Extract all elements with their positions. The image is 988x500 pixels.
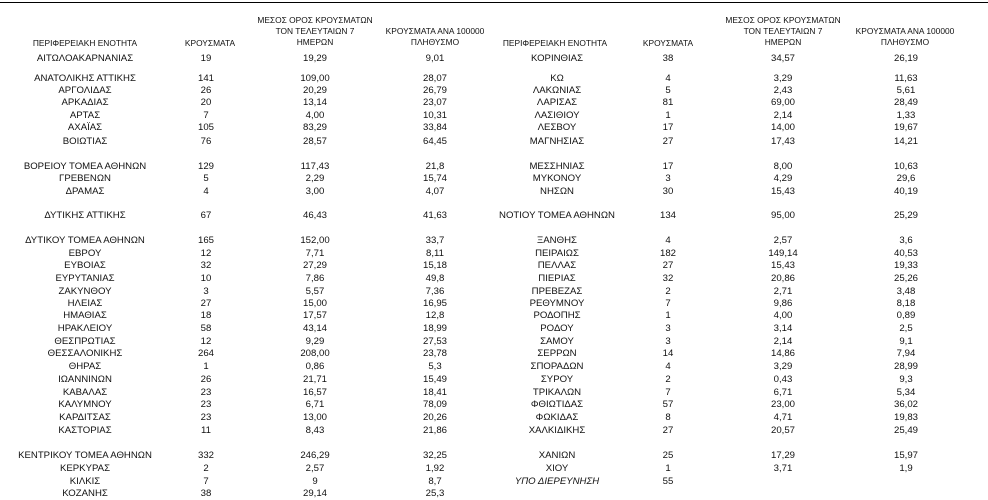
per100k-value: 19,33: [893, 260, 918, 271]
avg7-value: 13,14: [302, 97, 327, 108]
region-name: ΠΙΕΡΙΑΣ: [538, 273, 576, 284]
region-name: ΠΕΛΛΑΣ: [537, 260, 577, 271]
header-region: ΠΕΡΙΦΕΡΕΙΑΚΗ ΕΝΟΤΗΤΑ: [32, 38, 138, 48]
avg7-value: 14,00: [770, 122, 795, 133]
region-name: ΞΑΝΘΗΣ: [537, 235, 577, 246]
per100k-value: 23,07: [422, 97, 447, 108]
region-name: ΖΑΚΥΝΘΟΥ: [58, 286, 112, 297]
region-name: ΗΡΑΚΛΕΙΟΥ: [57, 323, 113, 334]
cases-value: 105: [197, 122, 214, 133]
cases-value: 57: [662, 399, 674, 410]
per100k-value: 18,99: [422, 323, 447, 334]
per100k-value: 15,18: [422, 260, 447, 271]
per100k-value: 5,3: [428, 361, 442, 372]
avg7-value: 5,57: [305, 286, 325, 297]
avg7-value: 2,14: [773, 110, 793, 121]
per100k-value: 28,49: [893, 97, 918, 108]
region-name: ΘΗΡΑΣ: [68, 361, 102, 372]
region-name: ΚΑΣΤΟΡΙΑΣ: [58, 425, 112, 436]
region-name: ΑΧΑΪΑΣ: [67, 122, 103, 133]
region-name: ΣΕΡΡΩΝ: [537, 348, 577, 359]
region-name: ΚΟΖΑΝΗΣ: [62, 488, 108, 499]
avg7-value: 15,43: [770, 186, 795, 197]
cases-value: 7: [665, 298, 671, 309]
avg7-value: 13,00: [302, 412, 327, 423]
cases-value: 1: [665, 310, 671, 321]
cases-value: 27: [662, 260, 674, 271]
region-name: ΕΥΡΥΤΑΝΙΑΣ: [55, 273, 115, 284]
cases-value: 7: [203, 110, 209, 121]
header-avg7: ΜΕΣΟΣ ΟΡΟΣ ΚΡΟΥΣΜΑΤΩΝ ΤΟΝ ΤΕΛΕΥΤΑΙΩΝ 7 ΗΜΕΡΩΝ: [725, 15, 841, 47]
avg7-value: 2,57: [773, 235, 793, 246]
per100k-value: 26,19: [893, 53, 918, 64]
avg7-value: 2,29: [305, 173, 325, 184]
avg7-value: 117,43: [300, 161, 330, 172]
avg7-value: 208,00: [300, 348, 330, 359]
region-name: ΠΕΙΡΑΙΩΣ: [535, 248, 579, 259]
cases-value: 17: [662, 122, 674, 133]
avg7-value: 27,29: [302, 260, 327, 271]
avg7-value: 21,71: [302, 374, 327, 385]
per100k-value: 8,18: [896, 298, 916, 309]
cases-value: 3: [665, 323, 671, 334]
region-name: ΣΑΜΟΥ: [540, 336, 574, 347]
region-name: ΑΡΚΑΔΙΑΣ: [61, 97, 109, 108]
avg7-value: 149,14: [768, 248, 798, 259]
per100k-value: 40,53: [893, 248, 918, 259]
per100k-value: 28,99: [893, 361, 918, 372]
per100k-value: 18,41: [422, 387, 447, 398]
cases-value: 27: [662, 425, 674, 436]
cases-value: 165: [197, 235, 214, 246]
avg7-value: 69,00: [770, 97, 795, 108]
cases-value: 4: [665, 361, 671, 372]
cases-value: 14: [662, 348, 674, 359]
cases-value: 7: [203, 476, 209, 487]
region-name: ΗΛΕΙΑΣ: [67, 298, 103, 309]
region-name: ΝΟΤΙΟΥ ΤΟΜΕΑ ΑΘΗΝΩΝ: [499, 210, 615, 221]
cases-value: 4: [665, 235, 671, 246]
per100k-value: 10,63: [893, 161, 918, 172]
avg7-value: 2,43: [773, 85, 793, 96]
cases-value: 26: [200, 85, 212, 96]
per100k-value: 25,29: [893, 210, 918, 221]
cases-value: 76: [200, 136, 212, 147]
avg7-value: 20,29: [302, 85, 327, 96]
avg7-value: 46,43: [302, 210, 327, 221]
cases-value: 332: [197, 450, 214, 461]
per100k-value: 4,07: [425, 186, 445, 197]
avg7-value: 43,14: [302, 323, 327, 334]
per100k-value: 2,5: [899, 323, 913, 334]
per100k-value: 64,45: [422, 136, 447, 147]
per100k-value: 28,07: [422, 73, 447, 84]
avg7-value: 20,57: [770, 425, 795, 436]
per100k-value: 5,61: [896, 85, 916, 96]
avg7-value: 2,14: [773, 336, 793, 347]
region-name: ΧΑΝΙΩΝ: [538, 450, 576, 461]
cases-value: 1: [203, 361, 209, 372]
cases-value: 3: [665, 173, 671, 184]
region-name: ΚΑΡΔΙΤΣΑΣ: [59, 412, 111, 423]
region-name: ΕΥΒΟΙΑΣ: [64, 260, 106, 271]
cases-value: 1: [665, 463, 671, 474]
per100k-value: 19,67: [893, 122, 918, 133]
cases-value: 8: [665, 412, 671, 423]
region-name: ΡΟΔΟΥ: [540, 323, 574, 334]
per100k-value: [856, 476, 956, 488]
cases-value: 12: [200, 248, 212, 259]
cases-value: 10: [200, 273, 212, 284]
region-name: ΕΒΡΟΥ: [68, 248, 102, 259]
per100k-value: 25,3: [425, 488, 445, 499]
header-cases: ΚΡΟΥΣΜΑΤΑ: [642, 38, 694, 48]
per100k-value: 21,86: [422, 425, 447, 436]
header-cases: ΚΡΟΥΣΜΑΤΑ: [184, 38, 236, 48]
avg7-value: 15,00: [302, 298, 327, 309]
region-name: ΣΥΡΟΥ: [540, 374, 574, 385]
cases-value: 4: [665, 73, 671, 84]
avg7-value: 16,57: [302, 387, 327, 398]
avg7-value: 28,57: [302, 136, 327, 147]
cases-value: 32: [662, 273, 674, 284]
per100k-value: 14,21: [893, 136, 918, 147]
per100k-value: 16,95: [422, 298, 447, 309]
header-per100k: ΚΡΟΥΣΜΑΤΑ ΑΝΑ 100000 ΠΛΗΘΥΣΜΟ: [385, 26, 485, 47]
per100k-value: 12,8: [425, 310, 445, 321]
avg7-value: 7,86: [305, 273, 325, 284]
region-name: ΡΕΘΥΜΝΟΥ: [529, 298, 585, 309]
region-name: ΚΑΛΥΜΝΟΥ: [58, 399, 112, 410]
region-name: ΓΡΕΒΕΝΩΝ: [59, 173, 111, 184]
avg7-value: 3,29: [773, 73, 793, 84]
avg7-value: 6,71: [305, 399, 325, 410]
avg7-value: 20,86: [770, 273, 795, 284]
avg7-value: 7,71: [305, 248, 325, 259]
region-name: ΒΟΙΩΤΙΑΣ: [62, 136, 108, 147]
avg7-value: 3,00: [305, 186, 325, 197]
per100k-value: 1,9: [899, 463, 913, 474]
avg7-value: 6,71: [773, 387, 793, 398]
avg7-value: 2,57: [305, 463, 325, 474]
avg7-value: 17,43: [770, 136, 795, 147]
per100k-value: 29,6: [896, 173, 916, 184]
avg7-value: 83,29: [302, 122, 327, 133]
region-name: ΛΕΣΒΟΥ: [537, 122, 577, 133]
per100k-value: 23,78: [422, 348, 447, 359]
region-name: ΘΕΣΠΡΩΤΙΑΣ: [54, 336, 116, 347]
per100k-value: 78,09: [422, 399, 447, 410]
cases-value: 3: [665, 336, 671, 347]
per100k-value: 3,6: [899, 235, 913, 246]
cases-value: 55: [662, 476, 674, 487]
cases-value: 23: [200, 399, 212, 410]
cases-value: 2: [665, 374, 671, 385]
region-name: ΔΥΤΙΚΟΥ ΤΟΜΕΑ ΑΘΗΝΩΝ: [25, 235, 145, 246]
region-name: ΘΕΣΣΑΛΟΝΙΚΗΣ: [47, 348, 123, 359]
per100k-value: 41,63: [422, 210, 447, 221]
per100k-value: 9,01: [425, 53, 445, 64]
cases-value: 11: [201, 425, 211, 436]
region-name: ΑΡΤΑΣ: [69, 110, 101, 121]
region-name: ΒΟΡΕΙΟΥ ΤΟΜΕΑ ΑΘΗΝΩΝ: [23, 161, 147, 172]
per100k-value: 32,25: [422, 450, 447, 461]
region-name: ΣΠΟΡΑΔΩΝ: [530, 361, 584, 372]
per100k-value: 33,7: [425, 235, 445, 246]
cases-value: 18: [200, 310, 212, 321]
avg7-value: 8,43: [305, 425, 325, 436]
region-name: ΛΑΚΩΝΙΑΣ: [532, 85, 582, 96]
avg7-value: 3,14: [773, 323, 793, 334]
region-name: ΦΩΚΙΔΑΣ: [535, 412, 579, 423]
avg7-value: 23,00: [770, 399, 795, 410]
cases-value: 32: [200, 260, 212, 271]
per100k-value: 10,31: [422, 110, 447, 121]
per100k-value: 27,53: [422, 336, 447, 347]
avg7-value: 29,14: [302, 488, 327, 499]
avg7-value: 17,29: [770, 450, 795, 461]
per100k-value: 5,34: [896, 387, 916, 398]
avg7-value: 3,71: [773, 463, 793, 474]
region-name: ΧΙΟΥ: [545, 463, 569, 474]
region-name: ΦΘΙΩΤΙΔΑΣ: [530, 399, 584, 410]
per100k-value: 0,89: [896, 310, 916, 321]
cases-value: 27: [662, 136, 674, 147]
region-name: ΥΠΟ ΔΙΕΡΕΥΝΗΣΗ: [514, 476, 600, 487]
cases-value: 5: [665, 85, 671, 96]
per100k-value: 8,7: [428, 476, 442, 487]
per100k-value: 36,02: [893, 399, 918, 410]
cases-value: 20: [200, 97, 212, 108]
region-name: ΜΥΚΟΝΟΥ: [532, 173, 582, 184]
region-name: ΜΕΣΣΗΝΙΑΣ: [529, 161, 585, 172]
avg7-value: 95,00: [770, 210, 795, 221]
cases-value: 81: [662, 97, 674, 108]
cases-value: 134: [659, 210, 676, 221]
cases-value: 4: [203, 186, 209, 197]
avg7-value: 3,29: [773, 361, 793, 372]
cases-value: 26: [200, 374, 212, 385]
per100k-value: 20,26: [422, 412, 447, 423]
cases-value: 58: [200, 323, 212, 334]
per100k-value: 9,3: [899, 374, 913, 385]
region-name: ΙΩΑΝΝΙΝΩΝ: [58, 374, 112, 385]
cases-value: 2: [665, 286, 671, 297]
avg7-value: 15,43: [770, 260, 795, 271]
per100k-value: 7,36: [425, 286, 445, 297]
avg7-value: 4,00: [305, 110, 325, 121]
region-name: ΔΡΑΜΑΣ: [65, 186, 105, 197]
per100k-value: 7,94: [896, 348, 916, 359]
avg7-value: 19,29: [302, 53, 327, 64]
avg7-value: 4,00: [773, 310, 793, 321]
avg7-value: 0,43: [773, 374, 793, 385]
per100k-value: 40,19: [893, 186, 918, 197]
region-name: ΡΟΔΟΠΗΣ: [533, 310, 581, 321]
avg7-value: 9,86: [773, 298, 793, 309]
per100k-value: 21,8: [425, 161, 445, 172]
cases-value: 2: [203, 463, 209, 474]
per100k-value: 49,8: [425, 273, 445, 284]
avg7-value: 109,00: [300, 73, 330, 84]
cases-value: 19: [200, 53, 212, 64]
per100k-value: 25,49: [893, 425, 918, 436]
cases-value: 182: [659, 248, 676, 259]
cases-value: 23: [200, 387, 212, 398]
per100k-value: 9,1: [899, 336, 913, 347]
avg7-value: 152,00: [300, 235, 330, 246]
per100k-value: 25,26: [893, 273, 918, 284]
cases-value: 38: [200, 488, 212, 499]
region-name: ΗΜΑΘΙΑΣ: [63, 310, 107, 321]
per100k-value: 1,92: [425, 463, 445, 474]
top-rule: [0, 2, 988, 3]
cases-value: 7: [665, 387, 671, 398]
avg7-value: 4,71: [773, 412, 793, 423]
per100k-value: 3,48: [896, 286, 916, 297]
region-name: ΚΙΛΚΙΣ: [69, 476, 101, 487]
region-name: ΑΡΓΟΛΙΔΑΣ: [58, 85, 112, 96]
cases-value: 1: [665, 110, 671, 121]
avg7-value: 246,29: [300, 450, 330, 461]
region-name: ΛΑΡΙΣΑΣ: [536, 97, 578, 108]
header-per100k: ΚΡΟΥΣΜΑΤΑ ΑΝΑ 100000 ΠΛΗΘΥΣΜΟ: [855, 26, 955, 47]
region-name: ΚΑΒΑΛΑΣ: [62, 387, 108, 398]
avg7-value: 4,29: [773, 173, 793, 184]
avg7-value: 17,57: [302, 310, 327, 321]
avg7-value: 0,86: [305, 361, 325, 372]
avg7-value: 8,00: [773, 161, 793, 172]
cases-value: 264: [197, 348, 214, 359]
region-name: ΚΟΡΙΝΘΙΑΣ: [530, 53, 584, 64]
region-name: ΚΩ: [550, 73, 564, 84]
cases-value: 30: [662, 186, 674, 197]
cases-value: 67: [200, 210, 212, 221]
avg7-value: 9: [312, 476, 318, 487]
region-name: ΚΕΡΚΥΡΑΣ: [59, 463, 110, 474]
cases-value: 25: [662, 450, 674, 461]
per100k-value: 26,79: [422, 85, 447, 96]
avg7-value: 14,86: [770, 348, 795, 359]
region-name: ΠΡΕΒΕΖΑΣ: [531, 286, 583, 297]
cases-value: 129: [197, 161, 214, 172]
region-name: ΔΥΤΙΚΗΣ ΑΤΤΙΚΗΣ: [44, 210, 126, 221]
cases-value: 27: [200, 298, 212, 309]
per100k-value: 19,83: [893, 412, 918, 423]
per100k-value: 33,84: [422, 122, 447, 133]
per100k-value: 15,74: [422, 173, 447, 184]
header-avg7: ΜΕΣΟΣ ΟΡΟΣ ΚΡΟΥΣΜΑΤΩΝ ΤΟΝ ΤΕΛΕΥΤΑΙΩΝ 7 ΗΜΕΡΩΝ: [257, 15, 373, 47]
avg7-value: [733, 476, 833, 488]
header-region: ΠΕΡΙΦΕΡΕΙΑΚΗ ΕΝΟΤΗΤΑ: [502, 38, 608, 48]
region-name: ΤΡΙΚΑΛΩΝ: [532, 387, 582, 398]
cases-value: 17: [662, 161, 674, 172]
region-name: ΑΝΑΤΟΛΙΚΗΣ ΑΤΤΙΚΗΣ: [34, 73, 136, 84]
cases-value: 141: [197, 73, 214, 84]
avg7-value: 2,71: [773, 286, 793, 297]
per100k-value: 8,11: [426, 248, 444, 259]
avg7-value: 34,57: [770, 53, 795, 64]
per100k-value: 1,33: [896, 110, 916, 121]
region-name: ΑΙΤΩΛΟΑΚΑΡΝΑΝΙΑΣ: [36, 53, 134, 64]
region-name: ΛΑΣΙΘΙΟΥ: [534, 110, 580, 121]
region-name: ΜΑΓΝΗΣΙΑΣ: [529, 136, 585, 147]
per100k-value: 11,63: [894, 73, 918, 84]
per100k-value: 15,97: [893, 450, 918, 461]
region-name: ΚΕΝΤΡΙΚΟΥ ΤΟΜΕΑ ΑΘΗΝΩΝ: [18, 450, 152, 461]
avg7-value: 9,29: [305, 336, 325, 347]
cases-value: 12: [200, 336, 212, 347]
region-name: ΝΗΣΩΝ: [540, 186, 574, 197]
cases-value: 5: [203, 173, 209, 184]
region-name: ΧΑΛΚΙΔΙΚΗΣ: [528, 425, 586, 436]
cases-value: 38: [662, 53, 674, 64]
per100k-value: 15,49: [422, 374, 447, 385]
cases-value: 3: [203, 286, 209, 297]
cases-value: 23: [200, 412, 212, 423]
